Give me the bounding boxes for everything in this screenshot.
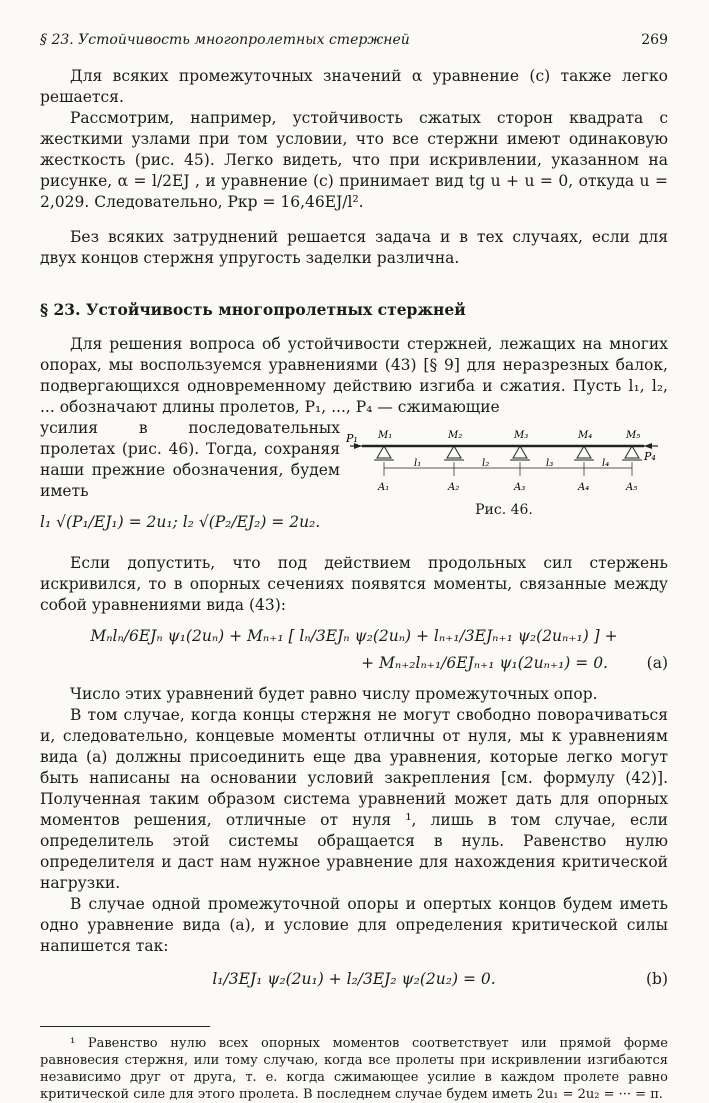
equation-b-label: (b) <box>645 970 668 988</box>
support-label-a3: A₃ <box>514 482 526 493</box>
equation-a-label: (a) <box>646 654 668 672</box>
page <box>40 30 668 1103</box>
equation-a-line-2 <box>40 653 668 674</box>
moment-label-m4: M₄ <box>578 430 593 441</box>
paragraph-1: Для всяких промежуточных значений α уравнение (с) также легко решается. <box>40 67 668 106</box>
paragraph-6: Число этих уравнений будет равно числу промежуточных опор. <box>70 685 598 703</box>
paragraph-4: Для решения вопроса об устойчивости стержней, лежащих на многих опорах, мы воспользуемся уравнениями (43) [§ 9] для неразрезных балок, подвергающихся одновременному действию изгиба и сжатия. Пусть l₁, l₂, ... обозначают длины пролетов, P₁, ..., P₄ — сжимающие <box>40 335 668 416</box>
section-heading: § 23. Устойчивость многопролетных стержней <box>40 300 466 319</box>
footnote-rule <box>40 1026 210 1027</box>
force-label-p1: P₁ <box>346 432 358 445</box>
moment-label-m1: M₁ <box>378 430 393 441</box>
paragraph-4-continued: усилия в последовательных пролетах (рис. 46). Тогда, сохраняя наши прежние обозначения, будем иметь <box>40 419 340 500</box>
moment-label-m2: M₂ <box>448 430 463 441</box>
paragraph-2: Рассмотрим, например, устойчивость сжатых сторон квадрата с жесткими узлами при том условии, что все стержни имеют одинаковую жесткость (рис. 45). Легко видеть, что при искривлении, указанном на рисунке, α = l/2EJ , и уравнение (с) принимает вид tg u + u = 0, откуда u = 2,029. Следовательно, Pкр = 16,46EJ/l². <box>40 109 668 211</box>
support-label-a2: A₂ <box>448 482 460 493</box>
force-label-p4: P₄ <box>644 450 656 463</box>
page-number: 269 <box>641 32 668 48</box>
beam-diagram <box>344 418 664 498</box>
paragraph-8: В случае одной промежуточной опоры и опертых концов будем иметь одно уравнение вида (a), и условие для определения критической силы напишется так: <box>40 895 668 955</box>
running-head <box>40 30 668 52</box>
equation-b <box>40 969 668 990</box>
figure-caption: Рис. 46. <box>475 502 533 518</box>
span-label-l2: l₂ <box>482 458 490 469</box>
footnote: ¹ Равенство нулю всех опорных моментов соответствует или прямой форме равновесия стержня, или тому случаю, когда все пролеты при искривлении изгибаются независимо друг от друга, т. е. когда сжимающее усилие в каждом пролете равно критической силе для этого пролета. В последнем случае будем иметь 2u₁ = 2u₂ = ··· = π. <box>40 1036 668 1102</box>
span-label-l1: l₁ <box>414 458 422 469</box>
equation-l: l₁ √(P₁/EJ₁) = 2u₁; l₂ √(P₂/EJ₂) = 2u₂. <box>40 513 321 531</box>
moment-label-m5: M₅ <box>626 430 641 441</box>
equation-a-line-1: Mₙlₙ/6EJₙ ψ₁(2uₙ) + Mₙ₊₁ [ lₙ/3EJₙ ψ₂(2uₙ) + lₙ₊₁/3EJₙ₊₁ ψ₂(2uₙ₊₁) ] + <box>90 627 618 645</box>
paragraph-5: Если допустить, что под действием продольных сил стержень искривился, то в опорных сечениях появятся моменты, связанные между собой уравнениями вида (43): <box>40 554 668 614</box>
running-head-title: § 23. Устойчивость многопролетных стержней <box>40 32 410 48</box>
support-label-a5: A₅ <box>626 482 638 493</box>
moment-label-m3: M₃ <box>514 430 529 441</box>
equation-a-line-2-text: + Mₙ₊₂lₙ₊₁/6EJₙ₊₁ ψ₁(2uₙ₊₁) = 0. <box>361 654 608 672</box>
figure-row <box>40 418 668 539</box>
support-label-a4: A₄ <box>578 482 590 493</box>
span-label-l4: l₄ <box>602 458 610 469</box>
support-label-a1: A₁ <box>378 482 390 493</box>
span-label-l3: l₃ <box>546 458 554 469</box>
paragraph-7: В том случае, когда концы стержня не могут свободно поворачиваться и, следовательно, концевые моменты отличны от нуля, мы к уравнениям вида (a) должны присоединить еще два уравнения, которые легко могут быть написаны на основании условий закрепления [см. формулу (42)]. Полученная таким образом система уравнений может дать для опорных моментов решения, отличные от нуля ¹, лишь в том случае, если определитель этой системы обращается в нуль. Равенство нулю определителя и даст нам нужное уравнение для нахождения критической нагрузки. <box>40 706 668 892</box>
equation-b-text: l₁/3EJ₁ ψ₂(2u₁) + l₂/3EJ₂ ψ₂(2u₂) = 0. <box>212 970 496 988</box>
paragraph-3: Без всяких затруднений решается задача и в тех случаях, если для двух концов стержня упругость заделки различна. <box>40 228 668 267</box>
